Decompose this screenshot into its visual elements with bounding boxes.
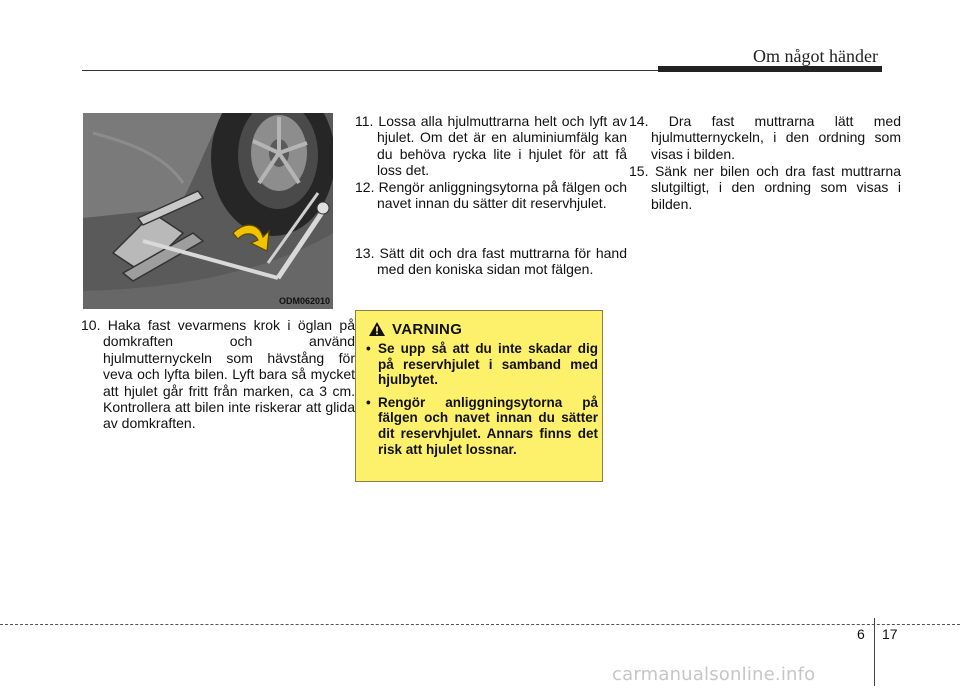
page-number: 17 bbox=[882, 626, 898, 642]
step-10: 10. Haka fast vevarmens krok i öglan på domkraften och använd hjulmutternyckeln som hävstång för veva och lyfta bilen. Lyft bara så mycket att hjulet går fritt från marken, ca 3 cm. Kontrollera att bilen inte riskerar att glida av domkraften. bbox=[81, 317, 355, 432]
step-12: 12. Rengör anliggningsytorna på fälgen och navet innan du sätter dit reservhjulet. bbox=[355, 179, 627, 212]
warning-item bbox=[364, 395, 598, 457]
warning-header bbox=[368, 319, 462, 339]
warning-triangle-icon bbox=[368, 321, 386, 337]
footer-rule bbox=[0, 624, 960, 625]
footer-divider bbox=[874, 618, 875, 686]
warning-item-text: Se upp så att du inte skadar dig på reservhjulet i samband med hjulbytet. bbox=[378, 341, 598, 388]
watermark: carmanualsonline.info bbox=[612, 664, 816, 685]
warning-title: VARNING bbox=[392, 320, 463, 338]
warning-list bbox=[364, 341, 598, 464]
jack-photo-drawing bbox=[83, 113, 333, 309]
step-11: 11. Lossa alla hjulmuttrarna helt och lyft av hjulet. Om det är en aluminiumfälg kan du behöva rycka lite i hjulet för att få loss det. bbox=[355, 113, 627, 179]
bullet: • bbox=[366, 394, 371, 410]
figure-code: ODM062010 bbox=[278, 296, 330, 306]
header-rule-accent bbox=[658, 66, 882, 72]
warning-item-text: Rengör anliggningsytorna på fälgen och navet innan du sätter dit reservhjulet. Annars finns det risk att hjulet lossnar. bbox=[378, 394, 598, 457]
chapter-number: 6 bbox=[857, 626, 865, 642]
warning-box bbox=[355, 310, 603, 482]
step-15: 15. Sänk ner bilen och dra fast muttrarna slutgiltigt, i den ordning som visas i bilden. bbox=[629, 163, 901, 212]
step-13: 13. Sätt dit och dra fast muttrarna för hand med den koniska sidan mot fälgen. bbox=[355, 245, 627, 278]
warning-item bbox=[364, 341, 598, 388]
bullet: • bbox=[366, 341, 371, 356]
section-title: Om något händer bbox=[753, 46, 878, 66]
jack-illustration bbox=[83, 113, 333, 309]
step-14: 14. Dra fast muttrarna lätt med hjulmutternyckeln, i den ordning som visas i bilden. bbox=[629, 113, 901, 162]
